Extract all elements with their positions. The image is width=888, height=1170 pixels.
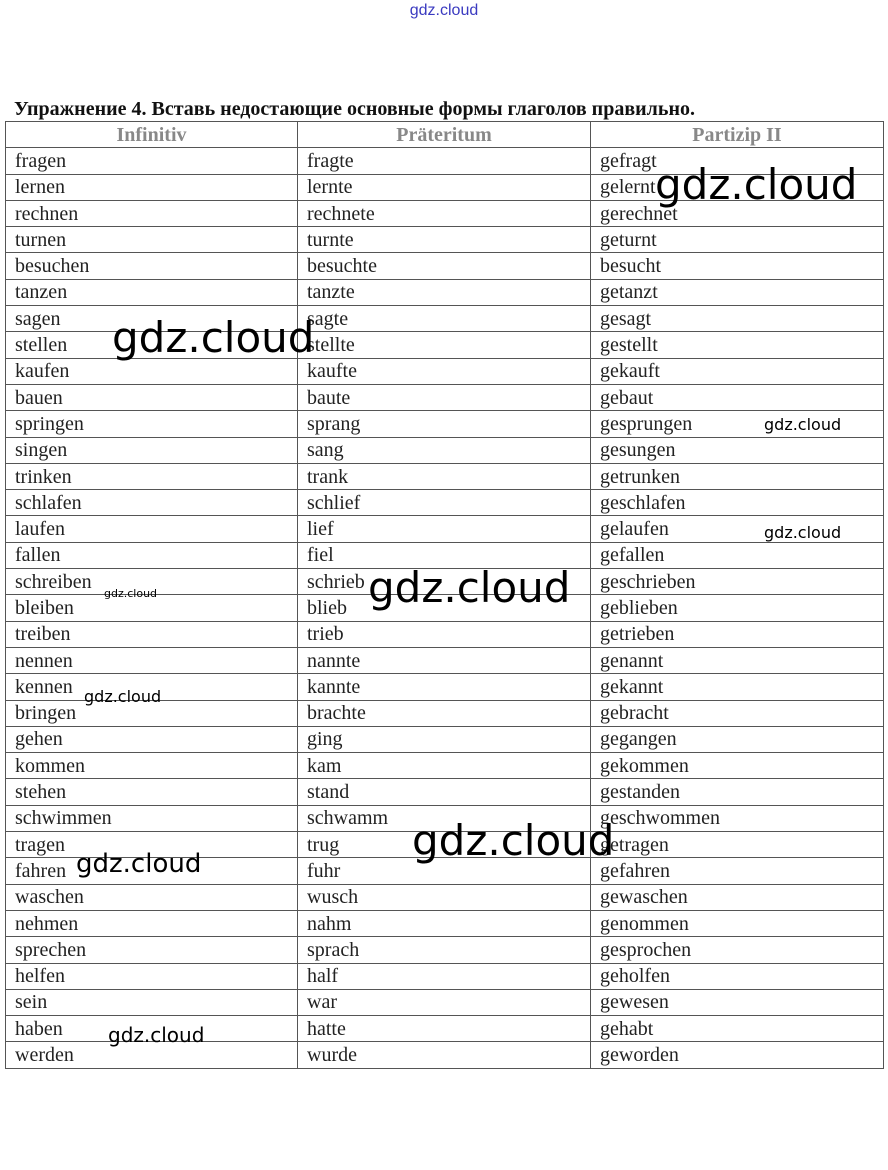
cell-infinitiv: helfen (6, 963, 298, 989)
watermark: gdz.cloud (368, 563, 571, 612)
cell-infinitiv: turnen (6, 227, 298, 253)
table-header-row (6, 122, 884, 148)
cell-infinitiv: treiben (6, 621, 298, 647)
cell-praeteritum: fiel (298, 542, 591, 568)
cell-partizip: besucht (591, 253, 884, 279)
table-row (6, 910, 884, 936)
table-row (6, 148, 884, 174)
table-row (6, 937, 884, 963)
cell-infinitiv: bringen (6, 700, 298, 726)
cell-praeteritum: hatte (298, 1016, 591, 1042)
cell-infinitiv: stehen (6, 779, 298, 805)
cell-praeteritum: schwamm (298, 805, 591, 831)
cell-infinitiv: rechnen (6, 200, 298, 226)
cell-partizip: genommen (591, 910, 884, 936)
cell-partizip: gefragt (591, 148, 884, 174)
cell-praeteritum: half (298, 963, 591, 989)
cell-infinitiv: gehen (6, 726, 298, 752)
table-row (6, 674, 884, 700)
cell-praeteritum: baute (298, 384, 591, 410)
cell-partizip: gekommen (591, 753, 884, 779)
cell-praeteritum: sprach (298, 937, 591, 963)
cell-praeteritum: war (298, 989, 591, 1015)
cell-infinitiv: kennen (6, 674, 298, 700)
table-body (6, 148, 884, 1068)
cell-infinitiv: werden (6, 1042, 298, 1068)
table-row (6, 227, 884, 253)
cell-partizip: gegangen (591, 726, 884, 752)
table-row (6, 279, 884, 305)
table-row (6, 726, 884, 752)
cell-praeteritum: kam (298, 753, 591, 779)
table-row (6, 542, 884, 568)
cell-partizip: geschwommen (591, 805, 884, 831)
cell-praeteritum: sang (298, 437, 591, 463)
cell-infinitiv: fragen (6, 148, 298, 174)
cell-partizip: gefallen (591, 542, 884, 568)
table-row (6, 516, 884, 542)
cell-partizip: genannt (591, 647, 884, 673)
table-row (6, 989, 884, 1015)
cell-partizip: geschrieben (591, 569, 884, 595)
cell-infinitiv: haben (6, 1016, 298, 1042)
cell-partizip: gesungen (591, 437, 884, 463)
cell-infinitiv: waschen (6, 884, 298, 910)
cell-infinitiv: singen (6, 437, 298, 463)
cell-partizip: gelernt (591, 174, 884, 200)
cell-praeteritum: stand (298, 779, 591, 805)
cell-infinitiv: stellen (6, 332, 298, 358)
cell-praeteritum: kannte (298, 674, 591, 700)
cell-praeteritum: fragte (298, 148, 591, 174)
table-row (6, 884, 884, 910)
cell-partizip: getrunken (591, 463, 884, 489)
cell-infinitiv: sein (6, 989, 298, 1015)
table-row (6, 647, 884, 673)
table-row (6, 253, 884, 279)
table-row (6, 384, 884, 410)
cell-praeteritum: wurde (298, 1042, 591, 1068)
cell-partizip: gelaufen (591, 516, 884, 542)
cell-praeteritum: lernte (298, 174, 591, 200)
cell-infinitiv: schlafen (6, 490, 298, 516)
cell-praeteritum: schrieb (298, 569, 591, 595)
cell-partizip: gehabt (591, 1016, 884, 1042)
table-row (6, 753, 884, 779)
header-infinitiv: Infinitiv (6, 122, 298, 148)
cell-praeteritum: schlief (298, 490, 591, 516)
cell-infinitiv: trinken (6, 463, 298, 489)
verb-forms-table (5, 121, 884, 1069)
table-row (6, 621, 884, 647)
cell-infinitiv: bauen (6, 384, 298, 410)
exercise-title: Упражнение 4. Вставь недостающие основные формы глаголов правильно. (14, 98, 695, 120)
cell-infinitiv: kaufen (6, 358, 298, 384)
header-praeteritum: Präteritum (298, 122, 591, 148)
table-row (6, 832, 884, 858)
table-row (6, 1042, 884, 1068)
cell-praeteritum: nahm (298, 910, 591, 936)
cell-praeteritum: tanzte (298, 279, 591, 305)
table-row (6, 805, 884, 831)
watermark: gdz.cloud (655, 160, 858, 209)
cell-praeteritum: brachte (298, 700, 591, 726)
cell-infinitiv: fallen (6, 542, 298, 568)
cell-partizip: gerechnet (591, 200, 884, 226)
table-row (6, 779, 884, 805)
cell-praeteritum: turnte (298, 227, 591, 253)
cell-praeteritum: stellte (298, 332, 591, 358)
cell-partizip: gebracht (591, 700, 884, 726)
cell-infinitiv: schwimmen (6, 805, 298, 831)
cell-partizip: gebaut (591, 384, 884, 410)
cell-praeteritum: lief (298, 516, 591, 542)
cell-partizip: gekannt (591, 674, 884, 700)
table-row (6, 595, 884, 621)
site-link[interactable]: gdz.cloud (409, 2, 479, 19)
watermark: gdz.cloud (76, 849, 202, 879)
watermark: gdz.cloud (764, 415, 842, 434)
cell-infinitiv: springen (6, 411, 298, 437)
watermark: gdz.cloud (764, 523, 842, 542)
cell-praeteritum: wusch (298, 884, 591, 910)
cell-partizip: gesprungen (591, 411, 884, 437)
cell-praeteritum: ging (298, 726, 591, 752)
cell-infinitiv: tragen (6, 832, 298, 858)
cell-praeteritum: fuhr (298, 858, 591, 884)
cell-infinitiv: sagen (6, 306, 298, 332)
cell-praeteritum: blieb (298, 595, 591, 621)
watermark: gdz.cloud (108, 1023, 205, 1047)
cell-partizip: gestanden (591, 779, 884, 805)
cell-praeteritum: kaufte (298, 358, 591, 384)
cell-infinitiv: nennen (6, 647, 298, 673)
cell-partizip: geholfen (591, 963, 884, 989)
table-row (6, 858, 884, 884)
cell-partizip: getrieben (591, 621, 884, 647)
cell-infinitiv: besuchen (6, 253, 298, 279)
cell-praeteritum: sprang (298, 411, 591, 437)
cell-praeteritum: nannte (298, 647, 591, 673)
header-partizip: Partizip II (591, 122, 884, 148)
table-row (6, 358, 884, 384)
table-row (6, 174, 884, 200)
table-row (6, 1016, 884, 1042)
cell-partizip: geblieben (591, 595, 884, 621)
table-row (6, 490, 884, 516)
watermark: gdz.cloud (84, 687, 162, 706)
table-row (6, 306, 884, 332)
cell-infinitiv: sprechen (6, 937, 298, 963)
cell-infinitiv: schreiben (6, 569, 298, 595)
cell-infinitiv: fahren (6, 858, 298, 884)
cell-infinitiv: laufen (6, 516, 298, 542)
cell-partizip: gesprochen (591, 937, 884, 963)
table-row (6, 411, 884, 437)
table-row (6, 332, 884, 358)
cell-partizip: gefahren (591, 858, 884, 884)
table-row (6, 200, 884, 226)
cell-partizip: gestellt (591, 332, 884, 358)
table-row (6, 463, 884, 489)
cell-partizip: gekauft (591, 358, 884, 384)
cell-infinitiv: lernen (6, 174, 298, 200)
cell-infinitiv: bleiben (6, 595, 298, 621)
cell-praeteritum: trank (298, 463, 591, 489)
cell-partizip: gewesen (591, 989, 884, 1015)
cell-praeteritum: rechnete (298, 200, 591, 226)
cell-infinitiv: nehmen (6, 910, 298, 936)
watermark: gdz.cloud (112, 313, 315, 362)
cell-praeteritum: trug (298, 832, 591, 858)
table-row (6, 963, 884, 989)
cell-partizip: geturnt (591, 227, 884, 253)
cell-praeteritum: sagte (298, 306, 591, 332)
cell-infinitiv: kommen (6, 753, 298, 779)
cell-partizip: getragen (591, 832, 884, 858)
cell-partizip: geworden (591, 1042, 884, 1068)
cell-partizip: geschlafen (591, 490, 884, 516)
table-row (6, 437, 884, 463)
cell-praeteritum: besuchte (298, 253, 591, 279)
cell-partizip: gesagt (591, 306, 884, 332)
cell-partizip: gewaschen (591, 884, 884, 910)
table-row (6, 569, 884, 595)
watermark: gdz.cloud (104, 587, 158, 600)
cell-infinitiv: tanzen (6, 279, 298, 305)
cell-partizip: getanzt (591, 279, 884, 305)
watermark: gdz.cloud (412, 816, 615, 865)
table-row (6, 700, 884, 726)
cell-praeteritum: trieb (298, 621, 591, 647)
